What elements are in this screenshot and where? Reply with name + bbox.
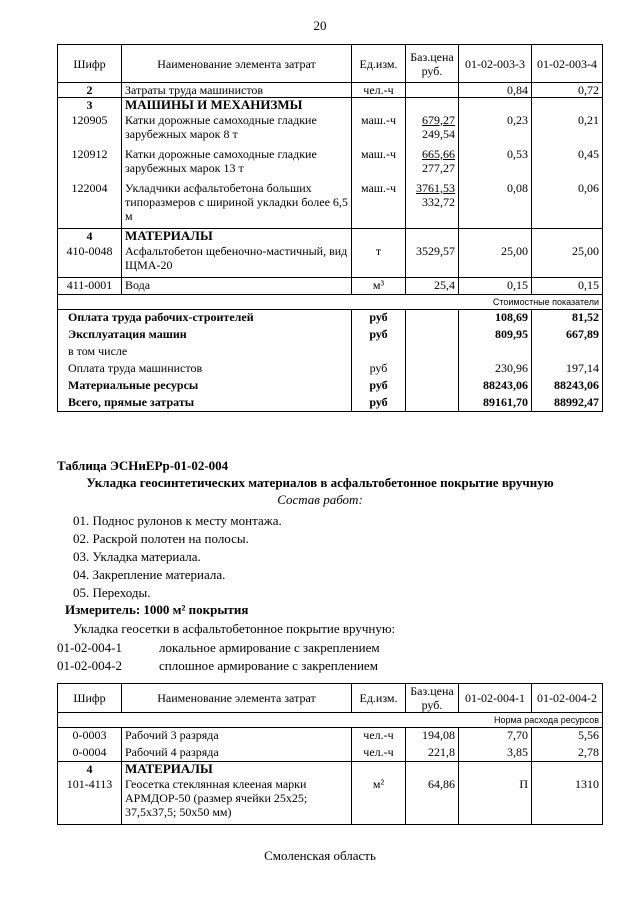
cost-value-1: 108,69 — [459, 310, 532, 327]
section-title: МАТЕРИАЛЫ — [122, 229, 352, 244]
row-code: 411-0001 — [58, 278, 122, 295]
row-price-labor: 332,72 — [422, 194, 455, 209]
cost-row — [58, 361, 603, 378]
measure-unit: Измеритель: 1000 м² покрытия — [65, 602, 249, 617]
row-price — [406, 83, 459, 98]
cost-value-2: 88243,06 — [532, 378, 603, 395]
cost-name: Всего, прямые затраты — [58, 395, 352, 412]
section-code: 3 — [58, 98, 122, 113]
footer-region: Смоленская область — [264, 848, 376, 863]
header-code: Шифр — [58, 45, 122, 83]
row-code: 120905 — [58, 113, 122, 147]
cost-unit: руб — [352, 378, 406, 395]
row-value-2: 0,06 — [532, 181, 603, 229]
row-code: 120912 — [58, 147, 122, 181]
row-value-2: 25,00 — [532, 244, 603, 278]
section-title: МАШИНЫ И МЕХАНИЗМЫ — [122, 98, 352, 113]
cost-value-2: 88992,47 — [532, 395, 603, 412]
cost-value-1: 89161,70 — [459, 395, 532, 412]
row-price-total: 665,66 — [422, 146, 455, 161]
cost-value-2: 197,14 — [532, 361, 603, 378]
variant-code: 01-02-004-1 — [57, 640, 122, 655]
row-price-total: 3761,53 — [416, 180, 455, 195]
row-code: 2 — [58, 83, 122, 98]
row-value-1: 25,00 — [459, 244, 532, 278]
section-heading: Укладка геосинтетических материалов в асфальтобетонное покрытие вручную — [86, 475, 554, 490]
cost-name: Оплата труда рабочих-строителей — [58, 310, 352, 327]
row-unit: чел.-ч — [352, 728, 406, 745]
row-value-2: 2,78 — [532, 745, 603, 762]
table-row — [58, 244, 603, 278]
row-price: 64,86 — [406, 777, 459, 825]
work-step: 02. Раскрой полотен на полосы. — [73, 531, 249, 546]
row-unit: маш.-ч — [352, 147, 406, 181]
row-value-1: 3,85 — [459, 745, 532, 762]
variant-code: 01-02-004-2 — [57, 658, 122, 673]
section-code: 4 — [58, 762, 122, 777]
cost-row — [58, 327, 603, 344]
table-header-row — [58, 45, 603, 83]
row-value-1: 7,70 — [459, 728, 532, 745]
row-value-1: 0,53 — [459, 147, 532, 181]
section-code: 4 — [58, 229, 122, 244]
row-value-2: 0,15 — [532, 278, 603, 295]
row-code: 0-0003 — [58, 728, 122, 745]
page-number: 20 — [313, 18, 327, 33]
row-value-1: 0,08 — [459, 181, 532, 229]
table-title: Таблица ЭСНиЕРр-01-02-004 — [57, 458, 229, 473]
row-price: 3529,57 — [406, 244, 459, 278]
cost-label-row — [58, 295, 603, 310]
cost-row — [58, 310, 603, 327]
norm-section-label: Норма расхода ресурсов — [58, 713, 603, 728]
cost-value-1 — [459, 344, 532, 361]
row-value-1: 0,23 — [459, 113, 532, 147]
table-row — [58, 181, 603, 229]
section-row — [58, 229, 603, 244]
row-value-2: 0,72 — [532, 83, 603, 98]
table-row — [58, 147, 603, 181]
work-step: 01. Поднос рулонов к месту монтажа. — [73, 513, 282, 528]
row-value-1: 0,84 — [459, 83, 532, 98]
variant-text: сплошное армирование с закреплением — [159, 658, 378, 673]
row-name: Рабочий 3 разряда — [122, 728, 352, 745]
cost-value-1: 88243,06 — [459, 378, 532, 395]
cost-section-label: Стоимостные показатели — [58, 295, 603, 310]
row-value-2: 1310 — [532, 777, 603, 825]
row-price: 25,4 — [406, 278, 459, 295]
row-unit: чел.-ч — [352, 83, 406, 98]
cost-row — [58, 395, 603, 412]
header-name: Наименование элемента затрат — [122, 45, 352, 83]
row-name: Асфальтобетон щебеночно-мастичный, вид ЩМА-20 — [122, 244, 352, 278]
row-code: 122004 — [58, 181, 122, 229]
row-price: 221,8 — [406, 745, 459, 762]
section-row — [58, 762, 603, 777]
row-price-total: 679,27 — [422, 112, 455, 127]
work-step: 03. Укладка материала. — [73, 549, 201, 564]
row-value-2: 0,45 — [532, 147, 603, 181]
table-row — [58, 278, 603, 295]
cost-name: Материальные ресурсы — [58, 378, 352, 395]
header-col-2: 01-02-003-4 — [532, 45, 603, 83]
row-code: 0-0004 — [58, 745, 122, 762]
header-price: Баз.цена руб. — [406, 684, 459, 713]
row-unit: маш.-ч — [352, 113, 406, 147]
cost-name: Эксплуатация машин — [58, 327, 352, 344]
intro-text: Укладка геосетки в асфальтобетонное покрытие вручную: — [73, 621, 396, 636]
header-name: Наименование элемента затрат — [122, 684, 352, 713]
row-name: Рабочий 4 разряда — [122, 745, 352, 762]
row-value-1: П — [459, 777, 532, 825]
resource-table-2 — [57, 683, 603, 825]
cost-unit — [352, 344, 406, 361]
norm-label-row — [58, 713, 603, 728]
cost-unit: руб — [352, 310, 406, 327]
row-price-labor: 277,27 — [422, 160, 455, 175]
variant-text: локальное армирование с закреплением — [159, 640, 380, 655]
cost-unit: руб — [352, 327, 406, 344]
cost-value-1: 809,95 — [459, 327, 532, 344]
header-col-1: 01-02-004-1 — [459, 684, 532, 713]
cost-name: Оплата труда машинистов — [58, 361, 352, 378]
work-step: 04. Закрепление материала. — [73, 567, 226, 582]
cost-unit: руб — [352, 395, 406, 412]
row-unit: м³ — [352, 278, 406, 295]
row-name: Геосетка стеклянная клееная марки АРМДОР-50 (размер ячейки 25х25; 37,5х37,5; 50х50 мм) — [122, 777, 352, 825]
cost-value-1: 230,96 — [459, 361, 532, 378]
row-value-2: 5,56 — [532, 728, 603, 745]
table-row — [58, 113, 603, 147]
section-title: МАТЕРИАЛЫ — [122, 762, 352, 777]
row-value-1: 0,15 — [459, 278, 532, 295]
cost-value-2: 667,89 — [532, 327, 603, 344]
row-value-2: 0,21 — [532, 113, 603, 147]
cost-row — [58, 344, 603, 361]
header-unit: Ед.изм. — [352, 684, 406, 713]
table-row — [58, 728, 603, 745]
row-name: Катки дорожные самоходные гладкие зарубежных марок 13 т — [122, 147, 352, 181]
row-code: 101-4113 — [58, 777, 122, 825]
cost-row — [58, 378, 603, 395]
table-row — [58, 777, 603, 825]
row-price-labor: 249,54 — [422, 126, 455, 141]
header-col-2: 01-02-004-2 — [532, 684, 603, 713]
row-name: Укладчики асфальтобетона больших типоразмеров с шириной укладки более 6,5 м — [122, 181, 352, 229]
row-name: Затраты труда машинистов — [122, 83, 352, 98]
header-price: Баз.цена руб. — [406, 45, 459, 83]
cost-value-2: 81,52 — [532, 310, 603, 327]
row-name: Катки дорожные самоходные гладкие зарубежных марок 8 т — [122, 113, 352, 147]
cost-name: в том числе — [58, 344, 352, 361]
row-unit: маш.-ч — [352, 181, 406, 229]
section-row — [58, 98, 603, 113]
row-price: 194,08 — [406, 728, 459, 745]
header-unit: Ед.изм. — [352, 45, 406, 83]
header-col-1: 01-02-003-3 — [459, 45, 532, 83]
row-unit: м² — [352, 777, 406, 825]
table-row — [58, 83, 603, 98]
header-code: Шифр — [58, 684, 122, 713]
work-step: 05. Переходы. — [73, 585, 151, 600]
row-name: Вода — [122, 278, 352, 295]
cost-value-2 — [532, 344, 603, 361]
row-unit: т — [352, 244, 406, 278]
section-subheading: Состав работ: — [277, 492, 363, 507]
table-row — [58, 745, 603, 762]
row-unit: чел.-ч — [352, 745, 406, 762]
row-code: 410-0048 — [58, 244, 122, 278]
cost-unit: руб — [352, 361, 406, 378]
resource-table-1 — [57, 44, 603, 412]
table-header-row — [58, 684, 603, 713]
